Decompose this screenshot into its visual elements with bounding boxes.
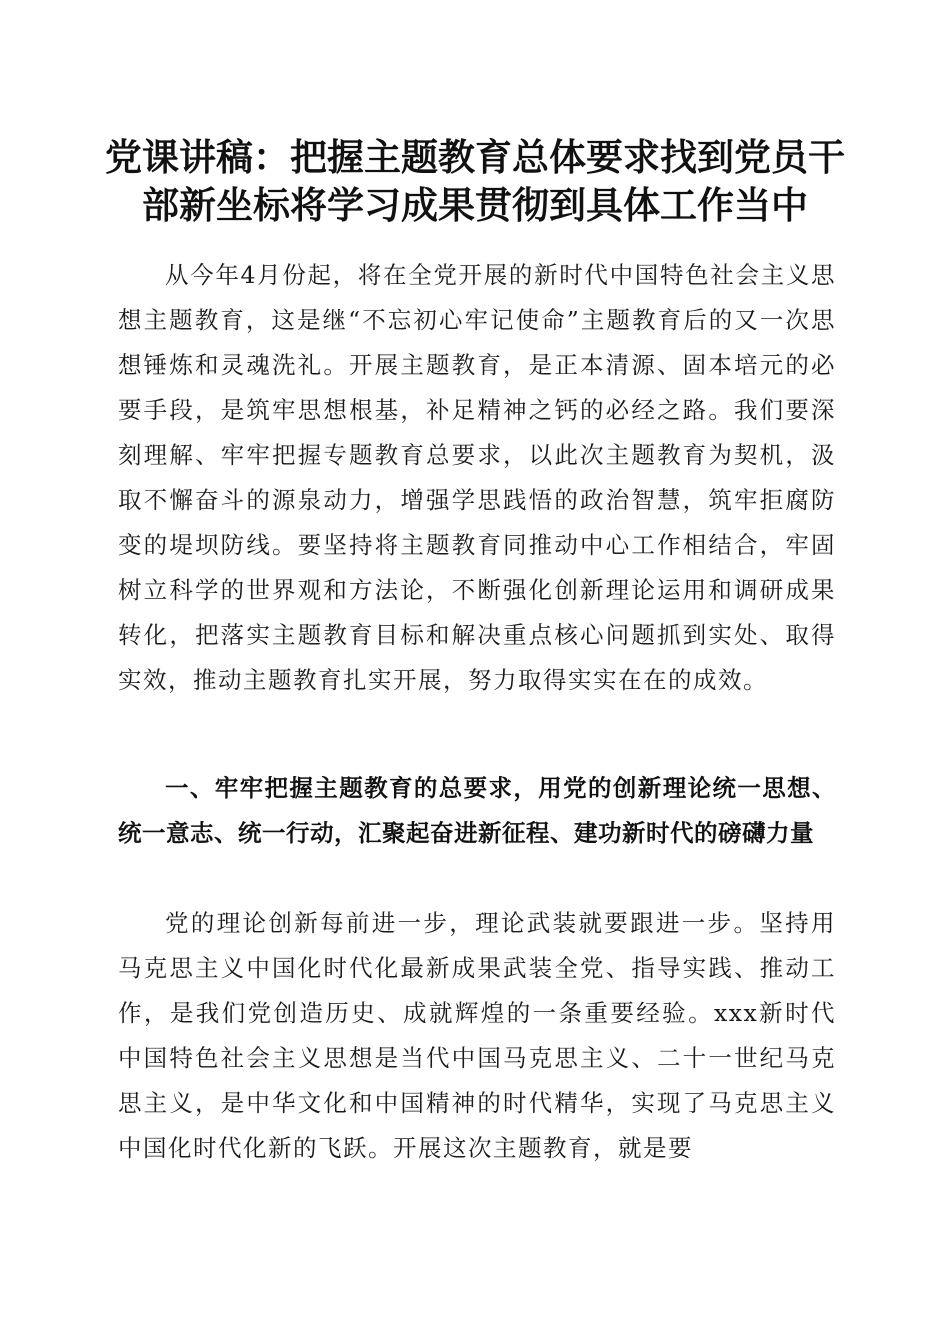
document-title: 党课讲稿：把握主题教育总体要求找到党员干部新坐标将学习成果贯彻到具体工作当中: [105, 135, 845, 227]
intro-paragraph: 从今年4月份起，将在全党开展的新时代中国特色社会主义思想主题教育，这是继“不忘初心牢记使命”主题教育后的又一次思想锤炼和灵魂洗礼。开展主题教育，是正本清源、固本培元的必要手段，是筑牢思想根基，补足精神之钙的必经之路。我们要深刻理解、牢牢把握专题教育总要求，以此次主题教育为契机，汲取不懈奋斗的源泉动力，增强学思践悟的政治智慧，筑牢拒腐防变的堤坝防线。要坚持将主题教育同推动中心工作相结合，牢固树立科学的世界观和方法论，不断强化创新理论运用和调研成果转化，把落实主题教育目标和解决重点核心问题抓到实处、取得实效，推动主题教育扎实开展，努力取得实实在在的成效。: [118, 261, 836, 694]
section-heading-1: 一、牢牢把握主题教育的总要求，用党的创新理论统一思想、统一意志、统一行动，汇聚起奋进新征程、建功新时代的磅礴力量: [118, 774, 836, 847]
section-1-paragraph: 党的理论创新每前进一步，理论武装就要跟进一步。坚持用马克思主义中国化时代化最新成果武装全党、指导实践、推动工作，是我们党创造历史、成就辉煌的一条重要经验。xxx新时代中国特色社会主义思想是当代中国马克思主义、二十一世纪马克思主义，是中华文化和中国精神的时代精华，实现了马克思主义中国化时代化新的飞跃。开展这次主题教育，就是要: [118, 909, 836, 1162]
